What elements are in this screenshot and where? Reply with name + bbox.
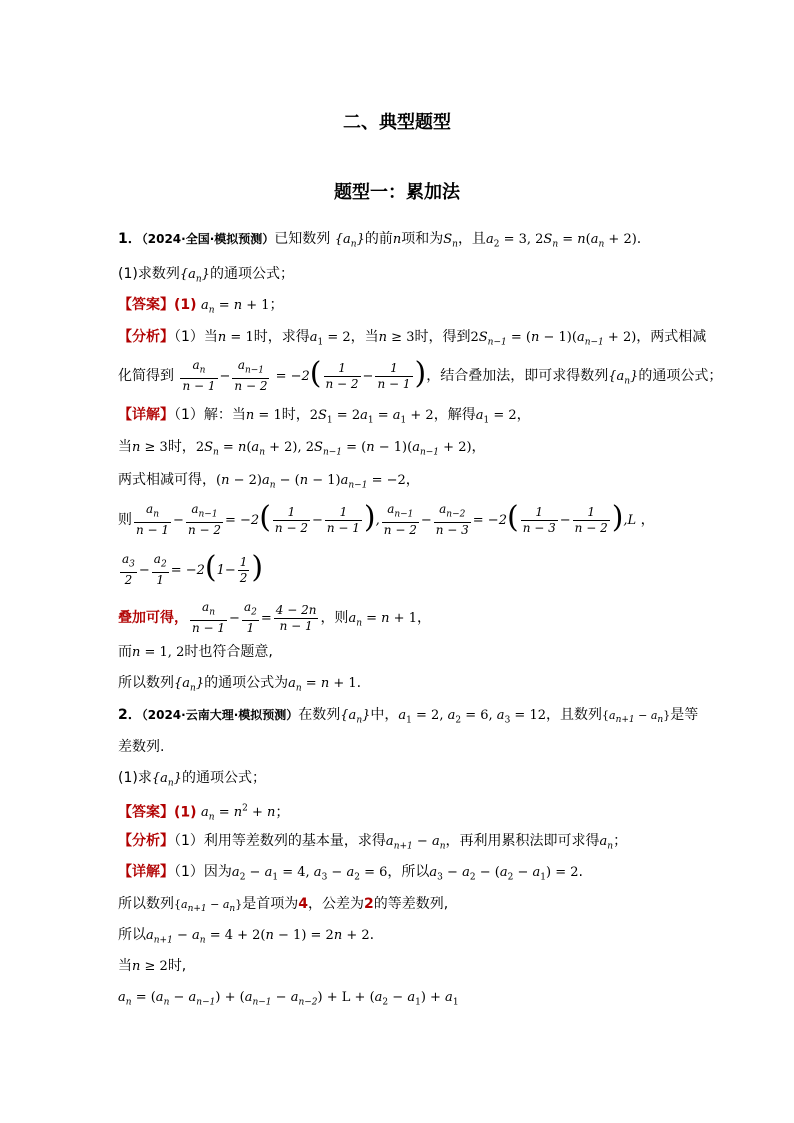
q1-detail-line7: 而n = 1, 2时也符合题意,	[118, 644, 273, 660]
section-heading: 二、典型题型	[343, 112, 451, 133]
q1-detail-line3: 两式相减可得，$(n - 2)a_n - (n - 1)a_{n-1} = -2$，	[118, 472, 420, 491]
q1-subquestion: (1)求数列$\{a_n\}$的通项公式；	[118, 266, 294, 285]
q1-detail-line6: 叠加可得， $\frac{a_n}{n - 1}$ − $\frac{a_2}{1}$ = $\frac{4 - 2n}{n - 1}$ ，则$a_n = n + 1$，	[118, 600, 431, 636]
q2-subquestion: (1)求$\{a_n\}$的通项公式；	[118, 770, 266, 789]
q1-detail-line2: 当n ≥ 3时，$2S_n = n(a_n + 2)$, $2S_{n-1} = (n - 1)(a_{n-1} + 2)$，	[118, 439, 486, 458]
q1-analysis: 【分析】（1）当n = 1时，求得$a_1 = 2$，当n ≥ 3时，得到$2S_{n-1} = (n - 1)(a_{n-1} + 2)$，两式相减	[118, 329, 707, 348]
q2-detail-line3: 所以$a_{n+1} - a_n = 4 + 2(n - 1) = 2n + 2$.	[118, 927, 375, 946]
q2-answer: 【答案】(1) $a_n = n^2 + n$；	[118, 804, 290, 823]
q2-detail-line4: 当n ≥ 2时,	[118, 958, 187, 974]
q1-stem: 1．（2024·全国·模拟预测）已知数列 $\{a_n\}$的前n项和为$S_n$，且$a_2 = 3$, $2S_n = n(a_n + 2)$.	[118, 231, 642, 250]
q1-detail-line5: $\frac{a_3}{2}$ − $\frac{a_2}{1}$ = −2(1− $\frac{1}{2}$ )	[122, 550, 264, 588]
q1-answer: 【答案】(1) $a_n = n + 1$；	[118, 297, 284, 316]
q1-analysis-line2: 化简得到 $\frac{a_n}{n - 1}$ − $\frac{a_{n-1}}{n - 2}$ = −2( $\frac{1}{n - 2}$ − $\frac{1}{n - 1}$ )，结合叠加法，即可求得数列$\{a_n\}$的通项公式；	[118, 356, 723, 394]
type-heading: 题型一：累加法	[334, 182, 460, 203]
q2-detail-line5: $a_n = (a_n - a_{n-1}) + (a_{n-1} - a_{n-2}) + L + (a_2 - a_1) + a_1$	[118, 990, 459, 1008]
q2-stem: 2．（2024·云南大理·模拟预测）在数列$\{a_n\}$中，$a_1 = 2$, $a_2 = 6$, $a_3 = 12$，且数列$\{a_{n+1} - a_n\}$是等	[118, 707, 699, 726]
q2-detail: 【详解】（1）因为$a_2 - a_1 = 4$, $a_3 - a_2 = 6$，所以$a_3 - a_2 - (a_2 - a_1) = 2$.	[118, 864, 583, 883]
q2-analysis: 【分析】（1）利用等差数列的基本量，求得$a_{n+1} - a_n$，再利用累积法即可求得$a_n$；	[118, 833, 628, 852]
q2-stem-line2: 差数列.	[118, 739, 165, 755]
q1-detail-line8: 所以数列$\{a_n\}$的通项公式为$a_n = n + 1$.	[118, 675, 362, 694]
q1-detail: 【详解】（1）解：当n = 1时，$2S_1 = 2a_1 = a_1 + 2$，解得$a_1 = 2$，	[118, 407, 531, 426]
q1-detail-line4: 则 $\frac{a_n}{n - 1}$ − $\frac{a_{n-1}}{n - 2}$ = −2( $\frac{1}{n - 2}$ − $\frac{1}{n - 1}$ ), $\frac{a_{n-1}}{n - 2}$ − $\frac{a_{n-2}}{n - 3}$ = −2( $\frac{1}{n - 3}$ − $\frac{1}{n - 2}$ ),L ，	[118, 500, 655, 538]
q2-detail-line2: 所以数列$\{a_{n+1} - a_n\}$是首项为4，公差为2的等差数列,	[118, 896, 449, 915]
